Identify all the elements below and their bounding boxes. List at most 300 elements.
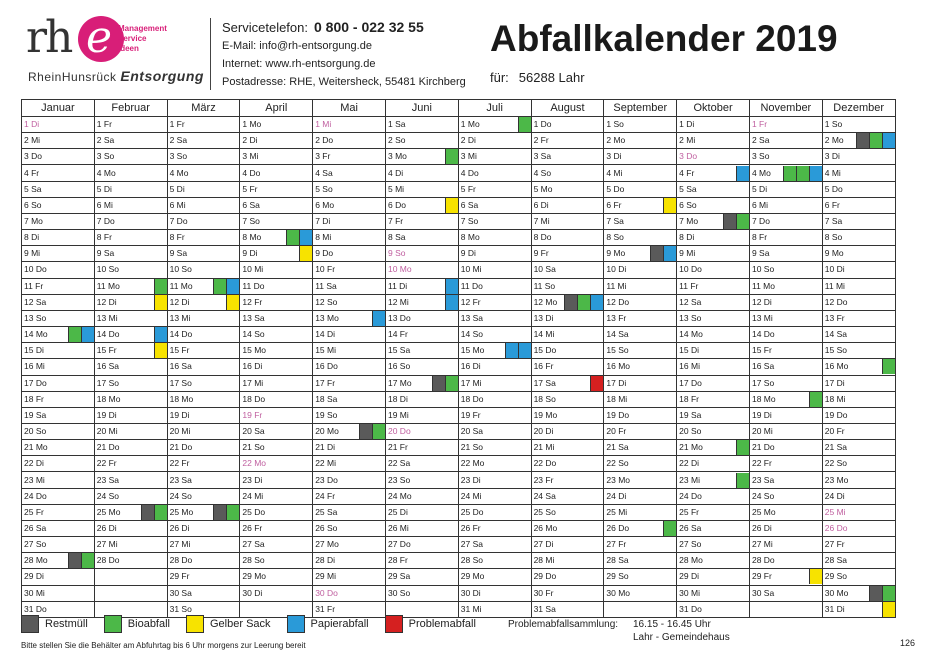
email-line: E-Mail: info@rh-entsorgung.de <box>222 40 372 52</box>
day-label: 22 Di <box>24 458 44 469</box>
day-cell <box>94 294 167 310</box>
day-cell <box>677 117 750 133</box>
legend-item <box>287 615 369 633</box>
day-label: 4 So <box>533 167 552 178</box>
calendar-row <box>22 407 896 423</box>
day-label: 9 Sa <box>169 248 188 259</box>
day-cell <box>22 181 95 197</box>
day-label: 31 Fr <box>315 603 336 614</box>
day-label: 17 Sa <box>532 376 604 391</box>
calendar-row <box>22 117 896 133</box>
day-cell <box>385 488 458 504</box>
day-cell <box>531 117 604 133</box>
day-label: 22 So <box>606 458 629 469</box>
day-cell <box>531 537 604 553</box>
day-cell <box>385 391 458 407</box>
calendar-table <box>21 99 896 618</box>
day-cell <box>749 504 822 520</box>
day-cell <box>22 359 95 375</box>
legend-label: Papierabfall <box>310 618 369 630</box>
day-cell <box>167 230 240 246</box>
day-label: 20 Mi <box>169 426 191 437</box>
day-label: 11 So <box>533 280 556 291</box>
day-cell <box>458 181 531 197</box>
day-cell <box>313 149 386 165</box>
day-cell <box>240 181 313 197</box>
pickup-marker <box>882 602 895 617</box>
pickup-markers <box>445 149 458 164</box>
day-cell <box>167 294 240 310</box>
day-cell <box>749 520 822 536</box>
day-label: 2 Di <box>242 135 258 146</box>
day-label: 8 So <box>606 232 624 243</box>
pickup-marker <box>723 214 736 229</box>
day-cell <box>604 230 677 246</box>
day-label: 19 Fr <box>242 409 263 420</box>
pickup-markers <box>505 343 531 358</box>
day-cell <box>604 278 677 294</box>
legend-swatch <box>186 615 204 633</box>
day-cell <box>822 213 895 229</box>
day-cell <box>94 197 167 213</box>
header-divider <box>210 18 211 90</box>
calendar-row <box>22 278 896 294</box>
logo-side-text <box>118 24 167 54</box>
month-header: August <box>531 100 604 117</box>
day-label: 30 Do <box>315 587 338 598</box>
day-cell <box>240 520 313 536</box>
day-label: 27 Mi <box>169 539 191 550</box>
day-label: 1 Di <box>679 119 695 130</box>
day-cell <box>385 310 458 326</box>
day-label: 13 Do <box>387 312 411 323</box>
day-label: 4 Do <box>460 167 479 178</box>
legend-label: Bioabfall <box>127 618 170 630</box>
pickup-markers <box>445 198 458 213</box>
day-cell <box>604 504 677 520</box>
calendar-row <box>22 262 896 278</box>
day-cell <box>677 569 750 585</box>
day-label: 29 Fr <box>169 571 190 582</box>
day-label: 21 So <box>242 442 265 453</box>
day-label: 29 Do <box>533 571 557 582</box>
day-label: 16 Sa <box>96 361 120 372</box>
logo-side-line: Service <box>118 34 147 43</box>
day-label: 27 Mo <box>315 539 339 550</box>
day-cell <box>94 327 167 343</box>
day-label: 9 Sa <box>96 248 115 259</box>
pickup-marker <box>736 440 749 455</box>
calendar-row <box>22 327 896 343</box>
day-cell <box>94 520 167 536</box>
day-label: 14 Mo <box>22 327 94 342</box>
day-label: 14 So <box>242 329 265 340</box>
day-label: 25 Mo <box>168 505 240 520</box>
day-label: 31 Mi <box>460 603 482 614</box>
day-cell <box>167 553 240 569</box>
day-cell <box>458 520 531 536</box>
day-cell <box>604 537 677 553</box>
day-cell <box>313 327 386 343</box>
day-label: 29 Sa <box>387 571 411 582</box>
day-cell <box>94 181 167 197</box>
calendar-row <box>22 537 896 553</box>
day-label: 1 Do <box>533 119 552 130</box>
day-cell <box>604 456 677 472</box>
day-label: 19 Mo <box>533 409 558 420</box>
day-cell <box>385 262 458 278</box>
problem-collection-time: 16.15 - 16.45 Uhr <box>633 619 711 630</box>
day-cell <box>531 213 604 229</box>
day-label: 21 Sa <box>824 442 847 453</box>
legend-swatch <box>21 615 39 633</box>
day-cell <box>94 423 167 439</box>
day-label: 31 Do <box>679 603 702 614</box>
day-label: 21 Do <box>169 442 193 453</box>
day-cell <box>677 423 750 439</box>
day-label: 7 Mo <box>677 214 749 229</box>
pickup-markers <box>882 359 895 374</box>
day-label: 4 Fr <box>677 166 749 181</box>
day-cell <box>458 423 531 439</box>
pickup-marker <box>154 327 167 342</box>
day-label: 29 Fr <box>750 569 822 584</box>
day-label: 16 Mo <box>823 359 895 374</box>
day-cell <box>677 440 750 456</box>
day-label: 25 Mo <box>95 505 167 520</box>
day-label: 21 Do <box>751 442 775 453</box>
day-label: 25 Do <box>460 506 484 517</box>
day-label: 18 Mi <box>824 393 846 404</box>
calendar-row <box>22 585 896 601</box>
day-cell <box>531 149 604 165</box>
month-header: Dezember <box>822 100 895 117</box>
legend-item <box>186 615 271 633</box>
day-label: 27 Fr <box>606 539 627 550</box>
calendar-row <box>22 133 896 149</box>
day-cell <box>167 310 240 326</box>
day-label: 23 Sa <box>751 474 775 485</box>
contact-block <box>222 18 466 91</box>
day-cell <box>167 456 240 472</box>
day-cell <box>167 585 240 601</box>
day-label: 5 Mi <box>387 183 405 194</box>
pickup-marker <box>445 376 458 391</box>
pickup-marker <box>372 311 385 326</box>
day-label: 6 Sa <box>460 199 479 210</box>
month-header: Juli <box>458 100 531 117</box>
day-label: 25 Sa <box>315 506 338 517</box>
day-label: 13 Sa <box>242 312 265 323</box>
day-label: 10 So <box>169 264 192 275</box>
day-label: 2 Mi <box>24 135 41 146</box>
day-cell <box>313 278 386 294</box>
day-label: 2 Sa <box>96 135 115 146</box>
day-cell <box>531 278 604 294</box>
day-label: 13 Mi <box>96 312 118 323</box>
pickup-markers <box>68 327 94 342</box>
day-cell <box>749 456 822 472</box>
day-cell <box>749 262 822 278</box>
day-cell <box>22 472 95 488</box>
day-cell <box>822 230 895 246</box>
day-cell <box>822 327 895 343</box>
day-cell <box>458 278 531 294</box>
day-label: 23 Di <box>460 474 481 485</box>
pickup-marker <box>299 230 312 245</box>
day-cell <box>531 359 604 375</box>
pickup-markers <box>650 246 676 261</box>
day-label: 8 Mo <box>240 230 312 245</box>
day-cell <box>677 181 750 197</box>
day-label: 3 Sa <box>533 151 552 162</box>
day-cell <box>531 472 604 488</box>
day-cell <box>22 569 95 585</box>
day-cell <box>240 262 313 278</box>
pickup-marker <box>882 359 895 374</box>
day-label: 2 Mi <box>679 135 696 146</box>
day-label: 25 Mi <box>606 506 628 517</box>
day-label: 23 Di <box>242 474 263 485</box>
day-label: 6 Mi <box>169 199 186 210</box>
day-cell <box>22 504 95 520</box>
day-cell <box>822 294 895 310</box>
logo-e-text: e <box>86 12 113 63</box>
day-cell <box>22 310 95 326</box>
day-label: 14 Do <box>95 327 167 342</box>
day-cell <box>677 504 750 520</box>
day-label: 18 Do <box>242 393 266 404</box>
day-cell <box>458 310 531 326</box>
day-cell <box>240 149 313 165</box>
day-cell <box>167 262 240 278</box>
day-cell <box>313 391 386 407</box>
day-label: 13 Mi <box>169 312 191 323</box>
day-label: 4 Di <box>387 167 404 178</box>
day-label: 21 Sa <box>606 442 629 453</box>
calendar-row <box>22 230 896 246</box>
location-label: für: <box>490 70 509 85</box>
day-cell <box>822 359 895 375</box>
day-cell <box>94 407 167 423</box>
day-cell <box>22 423 95 439</box>
day-label: 12 Mo <box>532 295 604 310</box>
day-label: 20 So <box>24 426 47 437</box>
day-cell <box>313 230 386 246</box>
day-label: 18 Di <box>387 393 408 404</box>
day-cell <box>167 133 240 149</box>
day-cell <box>385 181 458 197</box>
day-cell <box>749 569 822 585</box>
day-cell <box>604 327 677 343</box>
day-label: 18 Mo <box>750 392 822 407</box>
legend-label: Gelber Sack <box>210 618 271 630</box>
day-cell <box>385 359 458 375</box>
day-label: 22 Mo <box>460 458 485 469</box>
day-cell <box>167 391 240 407</box>
day-label: 3 Do <box>24 151 42 162</box>
day-label: 24 So <box>751 490 775 501</box>
logo-company-a: RheinHunsrück <box>28 70 117 84</box>
pickup-marker <box>882 133 895 148</box>
day-label: 12 Do <box>824 296 848 307</box>
day-label: 14 Do <box>751 329 775 340</box>
day-label: 10 Do <box>679 264 702 275</box>
day-label: 26 So <box>315 522 338 533</box>
day-cell <box>385 585 458 601</box>
day-label: 15 Fr <box>751 345 772 356</box>
day-label: 8 So <box>824 232 843 243</box>
day-cell <box>313 117 386 133</box>
day-cell <box>822 407 895 423</box>
day-label: 18 Mi <box>606 393 628 404</box>
day-cell <box>677 375 750 391</box>
day-cell <box>458 213 531 229</box>
day-label: 7 Sa <box>824 216 843 227</box>
day-label: 9 Do <box>315 248 334 259</box>
pickup-marker <box>213 505 226 520</box>
day-label: 16 Do <box>315 361 338 372</box>
pickup-marker <box>590 295 603 310</box>
day-label: 15 Mo <box>242 345 267 356</box>
day-label: 24 Mi <box>460 490 482 501</box>
day-label: 27 Do <box>387 539 411 550</box>
day-cell <box>94 472 167 488</box>
day-cell <box>604 359 677 375</box>
phone-label: Servicetelefon: <box>222 20 308 35</box>
day-label: 27 Sa <box>460 539 483 550</box>
day-cell <box>604 197 677 213</box>
day-cell <box>22 278 95 294</box>
day-label: 9 Di <box>240 246 312 261</box>
calendar-row <box>22 569 896 585</box>
day-cell <box>822 197 895 213</box>
day-label: 3 So <box>751 151 770 162</box>
footnote: Bitte stellen Sie die Behälter am Abfuhrtag bis 6 Uhr morgens zur Leerung bereit <box>21 641 306 650</box>
day-cell <box>677 165 750 181</box>
day-cell <box>749 149 822 165</box>
pickup-marker <box>226 295 239 310</box>
day-cell <box>22 585 95 601</box>
day-cell <box>385 553 458 569</box>
day-label: 18 Sa <box>315 393 338 404</box>
day-cell <box>677 310 750 326</box>
day-cell <box>385 294 458 310</box>
day-label: 5 Mo <box>533 183 553 194</box>
day-cell <box>167 440 240 456</box>
day-cell <box>604 165 677 181</box>
legend-label: Problemabfall <box>408 618 476 630</box>
day-cell <box>677 149 750 165</box>
day-label: 21 Di <box>315 442 336 453</box>
day-label: 13 Sa <box>460 312 483 323</box>
day-label: 6 So <box>679 199 697 210</box>
day-cell <box>385 375 458 391</box>
day-label: 20 Di <box>533 426 554 437</box>
day-label: 3 Do <box>679 151 698 162</box>
day-label: 30 Di <box>242 587 263 598</box>
logo-company-name <box>28 68 204 84</box>
day-label: 29 Mo <box>242 571 267 582</box>
day-label: 3 So <box>169 151 188 162</box>
day-label: 28 Do <box>96 555 120 566</box>
legend-item <box>21 615 88 633</box>
day-label: 12 Sa <box>679 296 702 307</box>
day-label: 7 Sa <box>606 216 624 227</box>
day-cell <box>22 262 95 278</box>
day-label: 1 Sa <box>387 119 406 130</box>
day-cell <box>677 520 750 536</box>
day-label: 2 Fr <box>533 135 549 146</box>
day-cell <box>313 520 386 536</box>
day-label: 12 Fr <box>460 296 481 307</box>
day-label: 15 Mo <box>459 343 531 358</box>
day-label: 16 Mi <box>679 361 700 372</box>
day-cell <box>677 488 750 504</box>
day-label: 5 Di <box>96 183 112 194</box>
day-label: 28 Do <box>169 555 193 566</box>
day-cell <box>749 230 822 246</box>
day-cell <box>385 165 458 181</box>
legend-swatch <box>104 615 122 633</box>
day-cell <box>94 262 167 278</box>
calendar-row <box>22 165 896 181</box>
day-cell <box>749 440 822 456</box>
calendar-row <box>22 553 896 569</box>
day-cell <box>22 520 95 536</box>
day-label: 11 Fr <box>679 280 699 291</box>
day-cell <box>385 520 458 536</box>
day-label: 27 Mi <box>96 539 118 550</box>
day-cell <box>604 472 677 488</box>
day-cell <box>822 165 895 181</box>
day-label: 10 Mo <box>387 264 412 275</box>
pickup-markers <box>445 295 458 310</box>
day-cell <box>313 407 386 423</box>
day-label: 1 Fr <box>169 119 185 130</box>
day-label: 13 So <box>24 312 47 323</box>
day-label: 5 Sa <box>24 183 42 194</box>
day-label: 22 Fr <box>169 458 190 469</box>
day-cell <box>22 407 95 423</box>
day-cell <box>822 117 895 133</box>
day-label: 2 Do <box>315 135 334 146</box>
day-label: 29 Mo <box>460 571 485 582</box>
day-cell <box>677 278 750 294</box>
day-label: 9 Mo <box>604 246 676 261</box>
day-cell <box>313 472 386 488</box>
pickup-markers <box>809 392 822 407</box>
day-cell <box>604 133 677 149</box>
day-cell <box>749 327 822 343</box>
day-label: 6 Sa <box>242 199 260 210</box>
day-label: 2 Mo <box>606 135 626 146</box>
day-cell <box>94 278 167 294</box>
pickup-markers <box>432 376 458 391</box>
day-label: 26 Di <box>751 522 772 533</box>
calendar-row <box>22 488 896 504</box>
pickup-markers <box>856 133 895 148</box>
day-label: 5 Fr <box>460 183 476 194</box>
day-cell <box>167 423 240 439</box>
day-label: 29 Mi <box>315 571 336 582</box>
pickup-marker <box>286 230 299 245</box>
day-label: 26 Mo <box>533 522 558 533</box>
day-label: 6 Di <box>533 199 549 210</box>
day-label: 28 Mi <box>533 555 555 566</box>
pickup-markers <box>359 424 385 439</box>
day-label: 14 Do <box>169 329 193 340</box>
